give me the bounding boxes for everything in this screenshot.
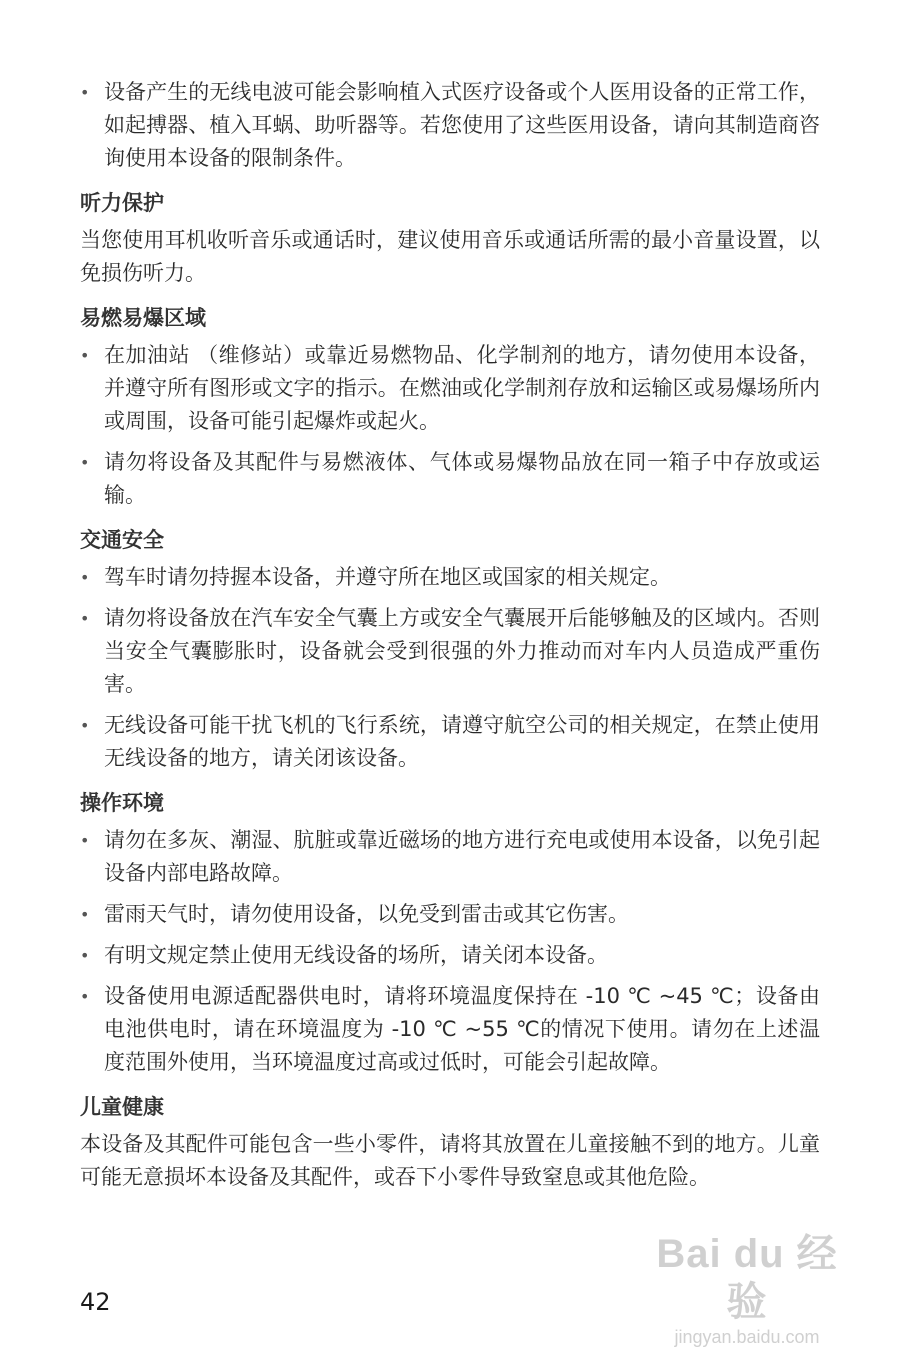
section-heading-children: 儿童健康 [80,1095,164,1119]
baidu-logo: Bai du 经验 [656,1232,838,1324]
bullet-list-environment [80,824,820,1079]
bullet-list-explosive [80,339,820,512]
watermark-url: jingyan.baidu.com [674,1327,820,1347]
baidu-watermark [642,1230,852,1347]
list-item: • 请勿将设备及其配件与易燃液体、气体或易爆物品放在同一箱子中存放或运输。 [80,446,820,512]
section-paragraph-children: 本设备及其配件可能包含一些小零件，请将其放置在儿童接触不到的地方。儿童可能无意损坏本设备及其配件，或吞下小零件导致窒息或其他危险。 [80,1132,820,1189]
section-heading-explosive: 易燃易爆区域 [80,306,206,330]
list-item: • 无线设备可能干扰飞机的飞行系统，请遵守航空公司的相关规定，在禁止使用无线设备的地方，请关闭该设备。 [80,709,820,775]
list-item: • 设备产生的无线电波可能会影响植入式医疗设备或个人医用设备的正常工作，如起搏器、植入耳蜗、助听器等。若您使用了这些医用设备，请向其制造商咨询使用本设备的限制条件。 [80,76,820,175]
section-heading-environment: 操作环境 [80,791,164,815]
list-item: • 雷雨天气时，请勿使用设备，以免受到雷击或其它伤害。 [80,898,820,931]
intro-bullet-list [80,76,820,175]
list-item: • 设备使用电源适配器供电时，请将环境温度保持在 -10 ℃ ~45 ℃；设备由电池供电时，请在环境温度为 -10 ℃ ~55 ℃的情况下使用。请勿在上述温度范围外使用，当环境温度过高或过低时，可能会引起故障。 [80,980,820,1079]
list-item: • 请勿将设备放在汽车安全气囊上方或安全气囊展开后能够触及的区域内。否则当安全气囊膨胀时，设备就会受到很强的外力推动而对车内人员造成严重伤害。 [80,602,820,701]
document-body [80,76,820,1202]
bullet-list-traffic [80,561,820,775]
section-heading-hearing: 听力保护 [80,191,164,215]
section-heading-traffic: 交通安全 [80,528,164,552]
page-number: 42 [80,1288,111,1316]
list-item: • 在加油站 （维修站）或靠近易燃物品、化学制剂的地方，请勿使用本设备，并遵守所有图形或文字的指示。在燃油或化学制剂存放和运输区或易爆场所内或周围，设备可能引起爆炸或起火。 [80,339,820,438]
list-item: • 有明文规定禁止使用无线设备的场所，请关闭本设备。 [80,939,820,972]
section-paragraph-hearing: 当您使用耳机收听音乐或通话时，建议使用音乐或通话所需的最小音量设置，以免损伤听力。 [80,228,820,285]
list-item: • 请勿在多灰、潮湿、肮脏或靠近磁场的地方进行充电或使用本设备，以免引起设备内部电路故障。 [80,824,820,890]
list-item: • 驾车时请勿持握本设备，并遵守所在地区或国家的相关规定。 [80,561,820,594]
